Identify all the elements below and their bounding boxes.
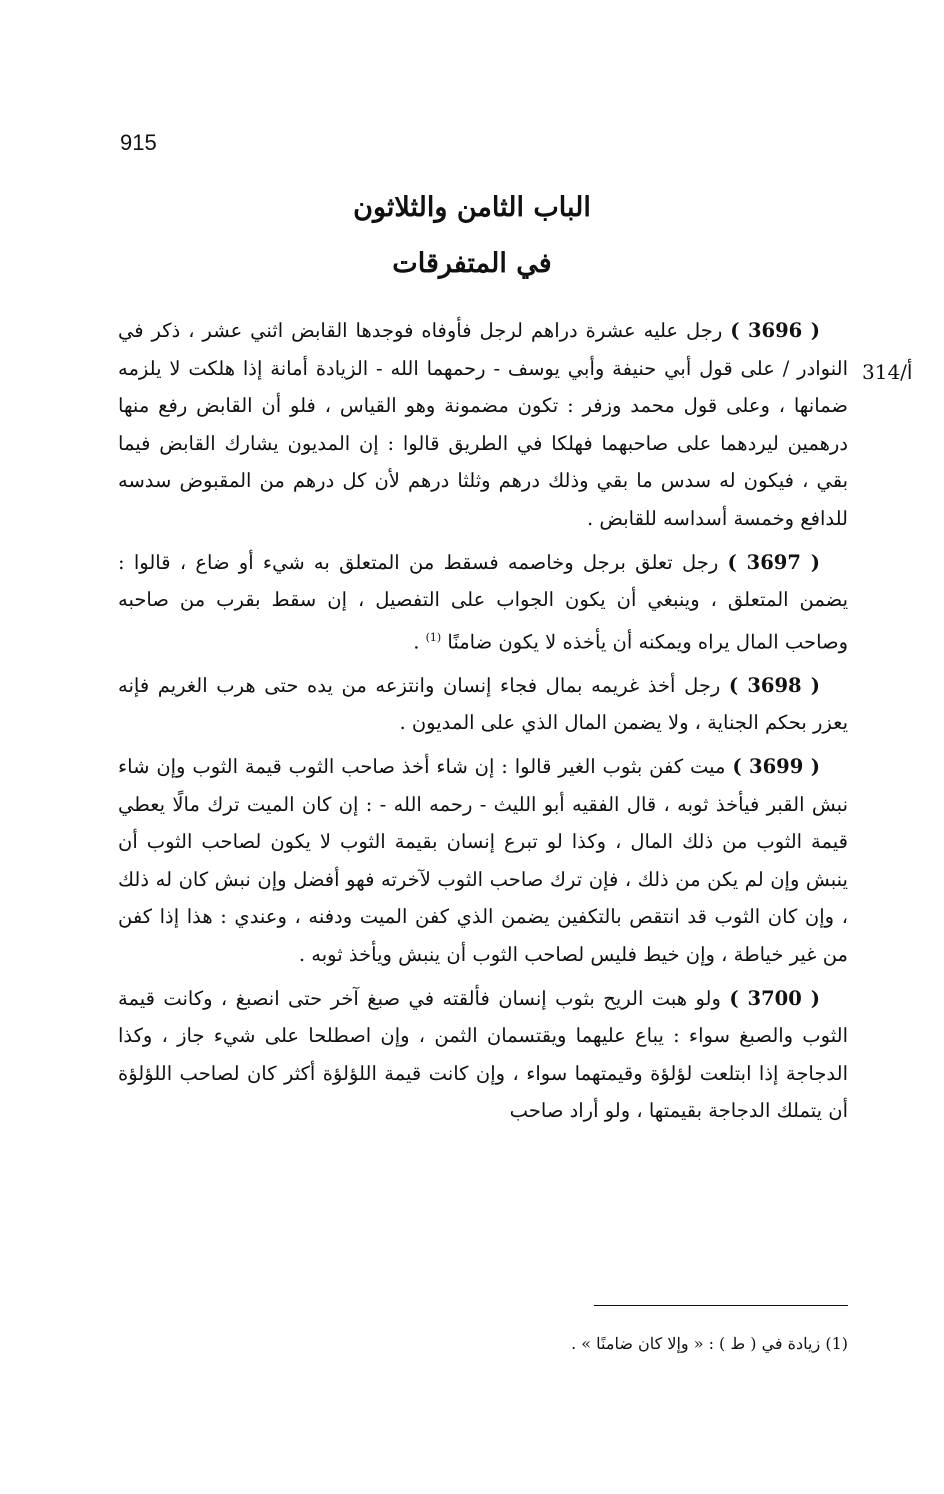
entry-number: ( 3699 ) (732, 755, 820, 779)
chapter-title: الباب الثامن والثلاثون (353, 192, 591, 223)
chapter-subtitle: في المتفرقات (392, 248, 552, 279)
paragraph-text: ميت كفن بثوب الغير قالوا : إن شاء أخذ صاحب الثوب قيمة الثوب وإن شاء نبش القبر فيأخذ ثوبه ، قال الفقيه أبو الليث - رحمه الله - : إن كان الميت ترك مالًا يعطي قيمة الثوب من ذلك المال ، وكذا لو تبرع إنسان بقيمة الثوب لا يكون لصاحب الثوب أن ينبش وإن لم يكن من ذلك ، فإن ترك صاحب الثوب لآخرته فهو أفضل وإن نبش كان له ذلك ، وإن كان الثوب قد انتقص بالتكفين يضمن الذي كفن الميت ودفنه ، وعندي : هذا إذا كفن من غير خياطة ، وإن خيط فليس لصاحب الثوب أن ينبش ويأخذ ثوبه . (118, 755, 848, 966)
paragraph-3697 (118, 544, 848, 661)
paragraph-text: رجل عليه عشرة دراهم لرجل فأوفاه فوجدها القابض اثني عشر ، ذكر في النوادر / على قول أبي حنيفة وأبي يوسف - رحمهما الله - الزيادة أمانة إذا هلكت لا يلزمه ضمانها ، وعلى قول محمد وزفر : تكون مضمونة وهو القياس ، فلو أن القابض رفع منها درهمين ليردهما على صاحبهما فهلكا في الطريق قالوا : إن المديون يشارك القابض فيما بقي ، فيكون له سدس ما بقي وذلك درهم وثلثا درهم لأن كل درهم من المقبوض سدسه للدافع وخمسة أسداسه للقابض . (118, 319, 848, 530)
paragraph-text: ولو هبت الريح بثوب إنسان فألقته في صبغ آخر حتى انصبغ ، وكانت قيمة الثوب والصبغ سواء : يباع عليهما ويقتسمان الثمن ، وإن اصطلحا على شيء جاز ، وكذا الدجاجة إذا ابتلعت لؤلؤة وقيمتهما سواء ، وإن كانت قيمة اللؤلؤة أكثر كان لصاحب اللؤلؤة أن يتملك الدجاجة بقيمتها ، ولو أراد صاحب (118, 986, 848, 1123)
margin-note: 314/أ (862, 360, 913, 384)
paragraph-3699 (118, 748, 848, 974)
body-text (118, 312, 848, 1136)
entry-number: ( 3697 ) (727, 550, 820, 574)
paragraph-3700 (118, 980, 848, 1130)
paragraph-tail: . (413, 630, 426, 654)
footnote-separator (594, 1305, 848, 1306)
page-number: 915 (120, 130, 157, 155)
paragraph-3698 (118, 667, 848, 742)
entry-number: ( 3696 ) (730, 319, 820, 342)
entry-number: ( 3700 ) (729, 986, 821, 1010)
paragraph-3696 (118, 312, 848, 538)
footnote-ref: (1) (425, 630, 442, 644)
footnote: (1) زيادة في ( ط ) : « وإلا كان ضامنًا » . (571, 1334, 848, 1353)
paragraph-text: رجل تعلق برجل وخاصمه فسقط من المتعلق به شيء أو ضاع ، قالوا : يضمن المتعلق ، وينبغي أن يكون الجواب على التفصيل ، إن سقط بقرب من صاحبه وصاحب المال يراه ويمكنه أن يأخذه لا يكون ضامنًا (118, 550, 848, 654)
paragraph-text: رجل أخذ غريمه بمال فجاء إنسان وانتزعه من يده حتى هرب الغريم فإنه يعزر بحكم الجناية ، ولا يضمن المال الذي على المديون . (118, 673, 848, 735)
entry-number: ( 3698 ) (728, 673, 821, 697)
